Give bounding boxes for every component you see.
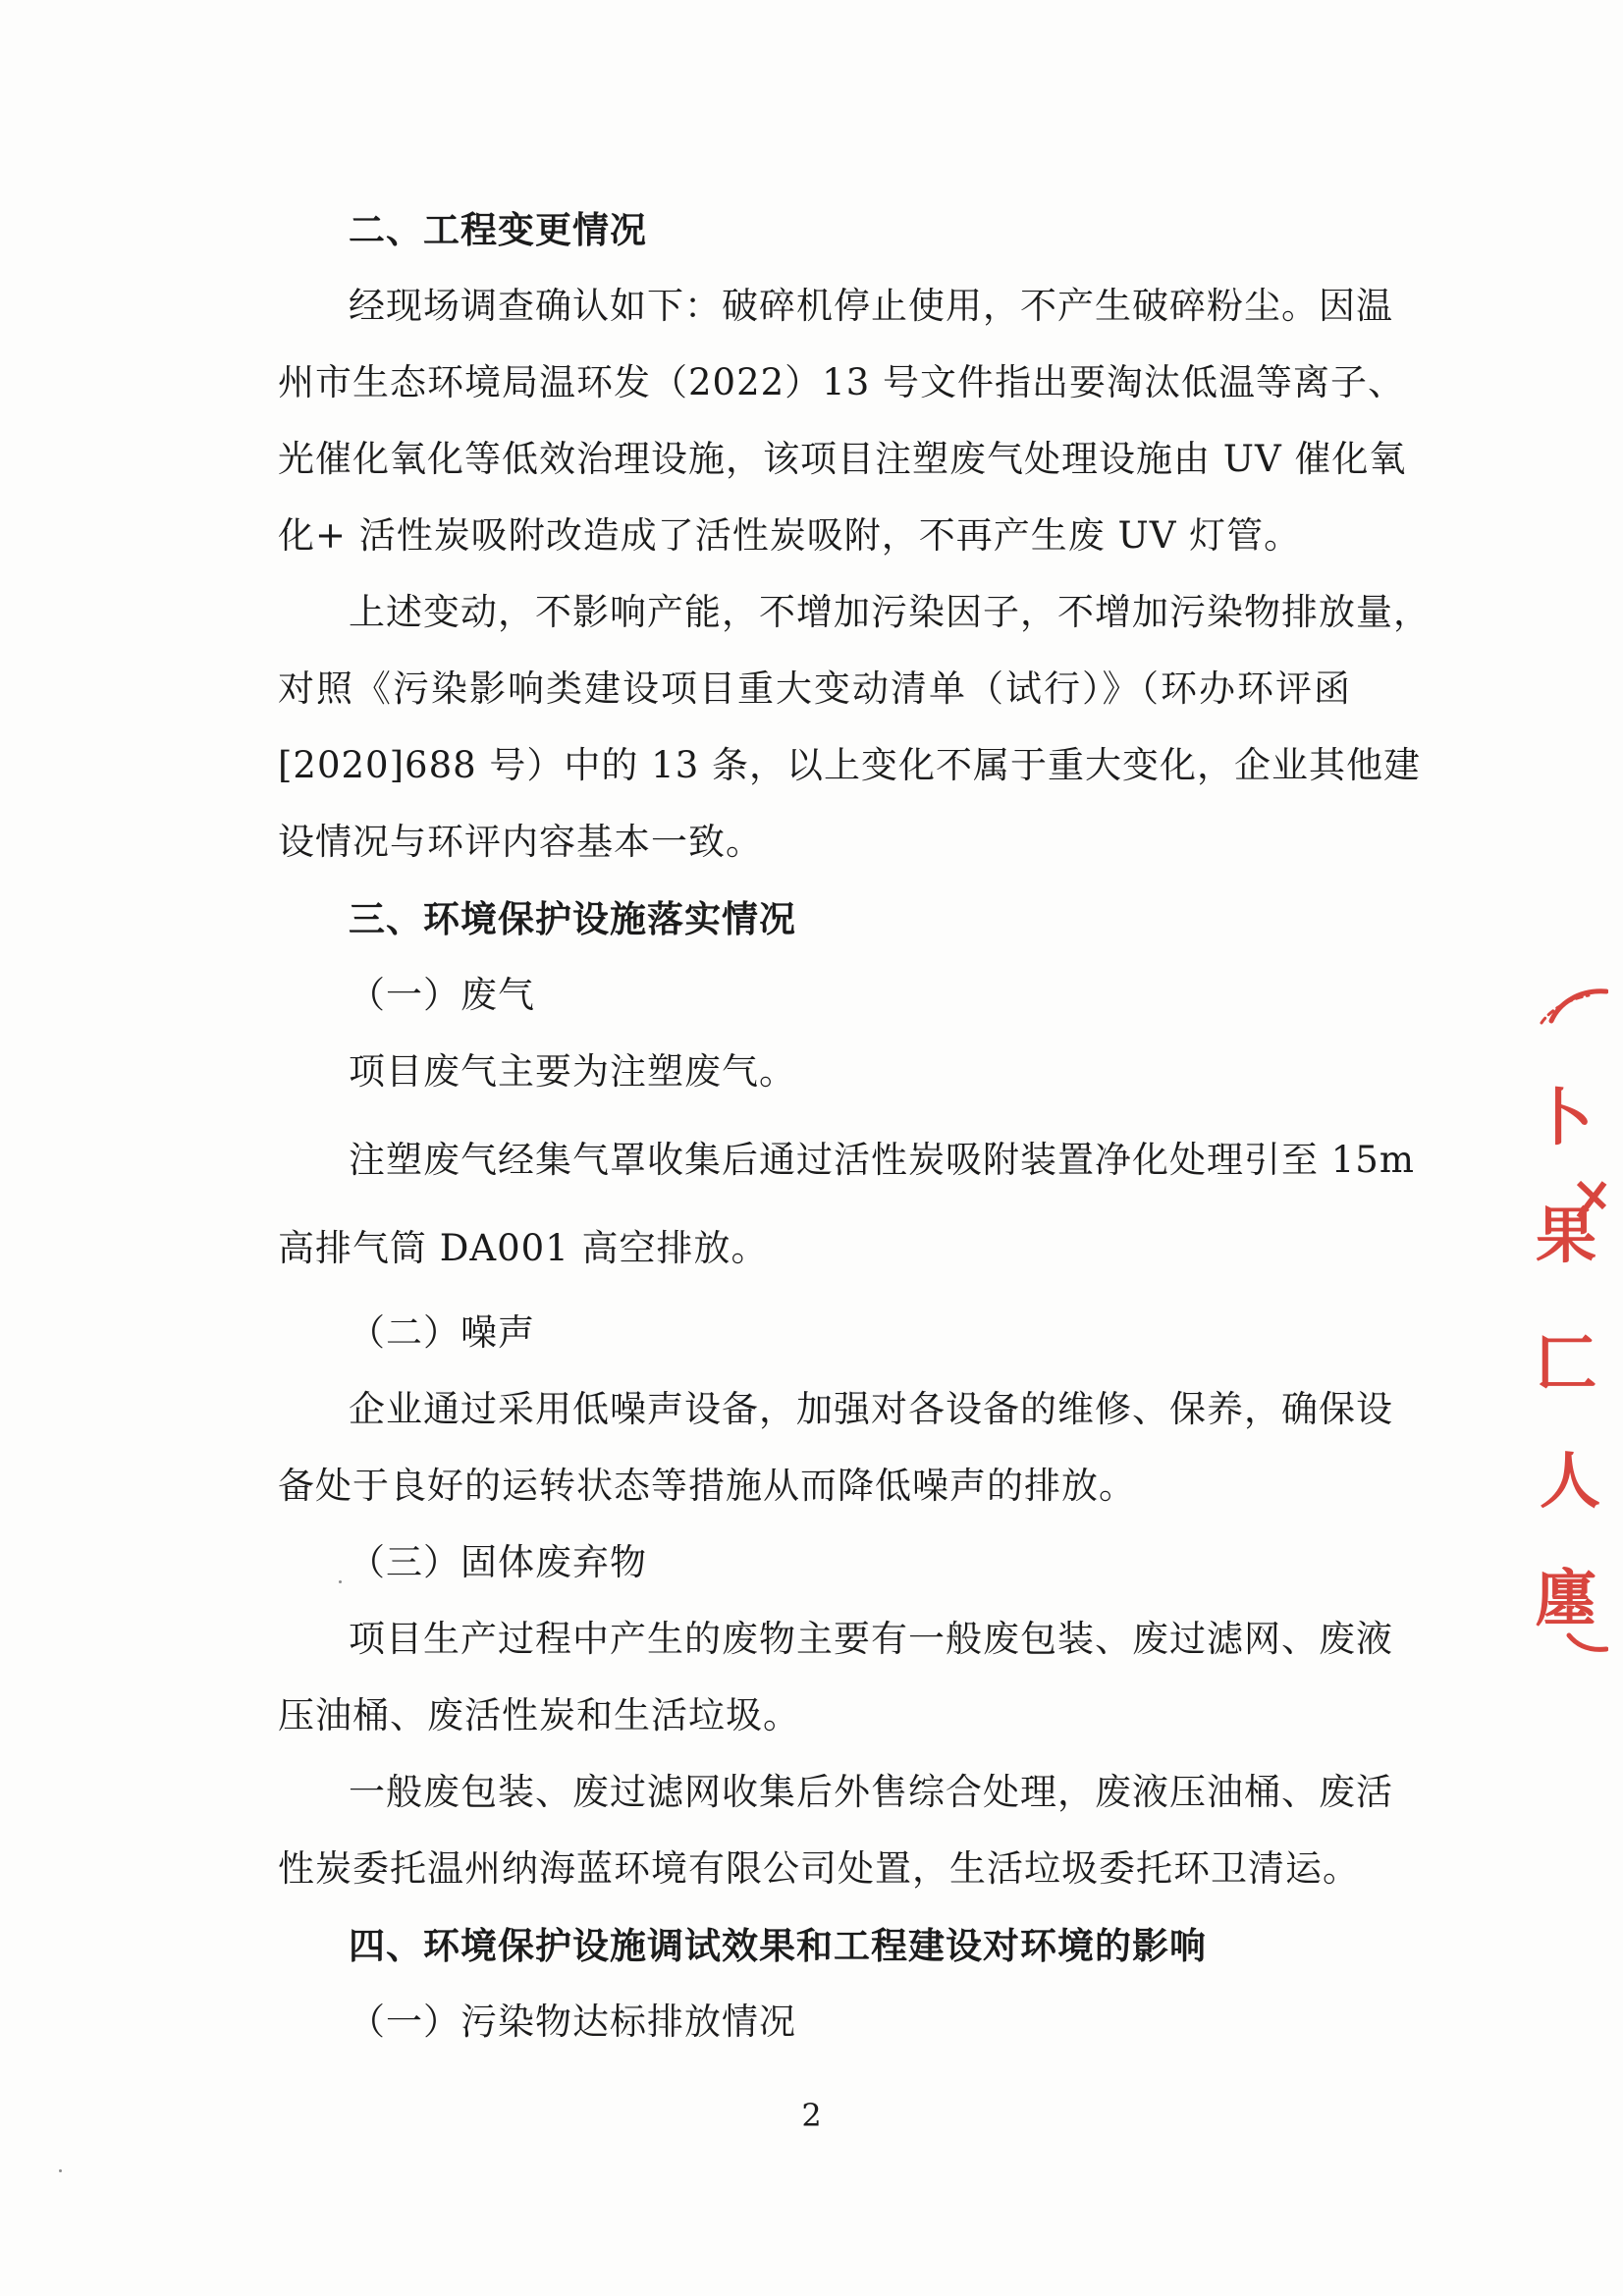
- paragraph-line: 上述变动，不影响产能，不增加污染因子，不增加污染物排放量，: [349, 591, 1431, 633]
- subheading-solid-waste: （三）固体废弃物: [349, 1541, 647, 1583]
- seal-glyph: 人: [1540, 1445, 1601, 1517]
- seal-glyph: 果: [1536, 1200, 1597, 1271]
- subheading-noise: （二）噪声: [349, 1311, 535, 1354]
- paragraph-line: 经现场调查确认如下：破碎机停止使用，不产生破碎粉尘。因温: [349, 285, 1393, 327]
- paragraph-line: 化+ 活性炭吸附改造成了活性炭吸附，不再产生废 UV 灯管。: [278, 514, 1302, 557]
- scan-speck: [339, 1580, 342, 1583]
- section-heading-2: 二、工程变更情况: [349, 208, 647, 251]
- page-number: 2: [801, 2097, 822, 2134]
- scan-speck: [59, 2169, 62, 2172]
- seal-glyph: 匚: [1536, 1327, 1597, 1399]
- subheading-pollutants: （一）污染物达标排放情况: [349, 2001, 796, 2043]
- paragraph-line: 州市生态环境局温环发（2022）13 号文件指出要淘汰低温等离子、: [278, 361, 1406, 403]
- paragraph-line: 企业通过采用低噪声设备，加强对各设备的维修、保养，确保设: [349, 1388, 1393, 1430]
- paragraph-line: 性炭委托温州纳海蓝环境有限公司处置，生活垃圾委托环卫清运。: [278, 1847, 1360, 1890]
- paragraph-line: 备处于良好的运转状态等措施从而降低噪声的排放。: [278, 1465, 1136, 1507]
- section-heading-3: 三、环境保护设施落实情况: [349, 897, 796, 940]
- seal-glyph: 廛: [1536, 1563, 1597, 1634]
- section-heading-4: 四、环境保护设施调试效果和工程建设对环境的影响: [349, 1924, 1207, 1967]
- paragraph-line: 压油桶、废活性炭和生活垃圾。: [278, 1694, 800, 1736]
- paragraph-line: 对照《污染影响类建设项目重大变动清单（试行）》（环办环评函: [278, 667, 1351, 710]
- paragraph-line: 注塑废气经集气罩收集后通过活性炭吸附装置净化处理引至 15m: [349, 1139, 1415, 1181]
- paragraph-line: 一般废包装、废过滤网收集后外售综合处理，废液压油桶、废活: [349, 1771, 1393, 1813]
- paragraph-line: 项目废气主要为注塑废气。: [349, 1050, 796, 1093]
- paragraph-line: [2020]688 号）中的 13 条，以上变化不属于重大变化，企业其他建: [278, 744, 1422, 786]
- paragraph-line: 项目生产过程中产生的废物主要有一般废包装、废过滤网、废液: [349, 1618, 1393, 1660]
- seal-glyph: 卜: [1532, 1082, 1594, 1153]
- official-seal-stamp: [1520, 972, 1608, 1659]
- paragraph-line: 高排气筒 DA001 高空排放。: [278, 1227, 769, 1269]
- paragraph-line: 光催化氧化等低效治理设施，该项目注塑废气处理设施由 UV 催化氧: [278, 438, 1407, 480]
- paragraph-line: 设情况与环评内容基本一致。: [278, 821, 763, 863]
- subheading-exhaust: （一）废气: [349, 974, 535, 1016]
